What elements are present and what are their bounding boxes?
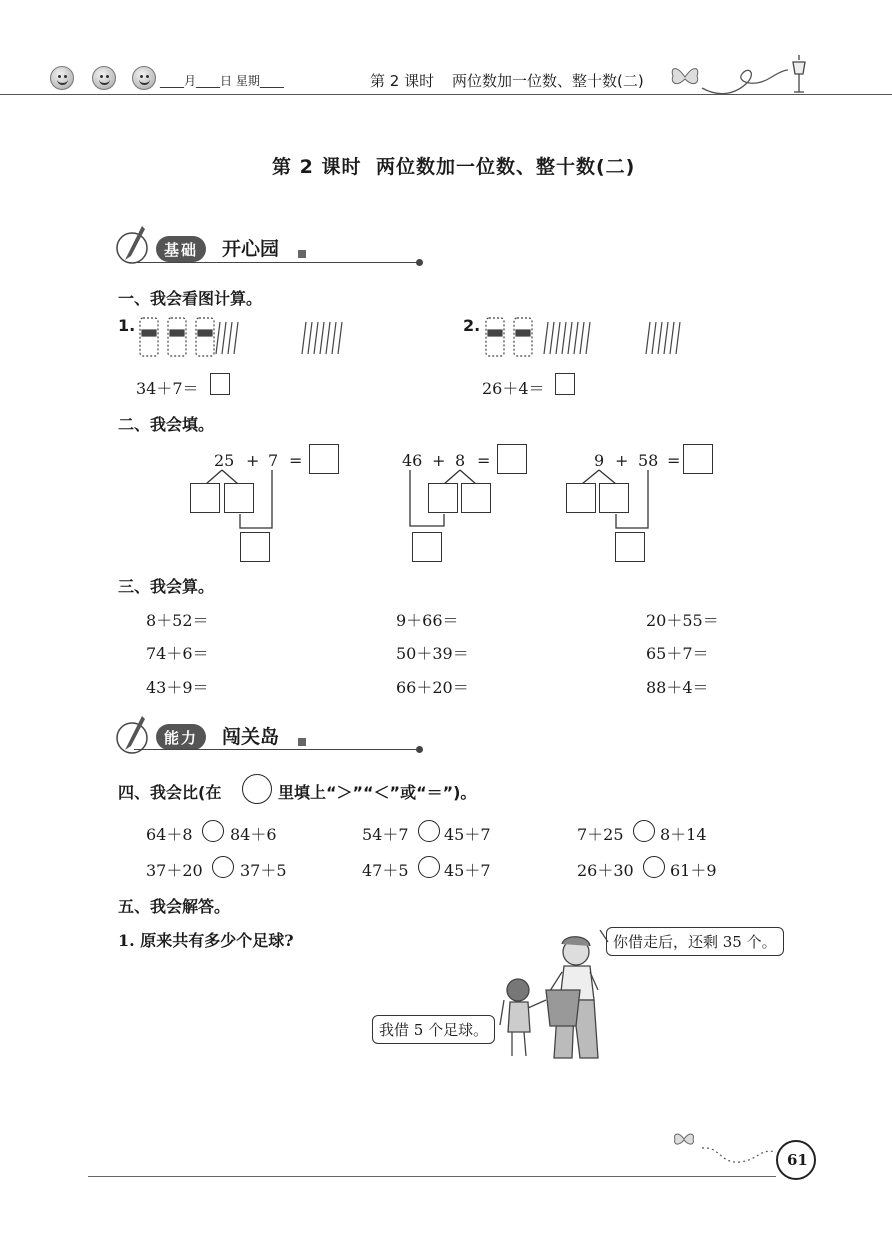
split-box-tens[interactable] — [566, 483, 596, 513]
q2-item1-a: 25 — [214, 451, 235, 470]
calc-item: 50＋39＝ — [396, 644, 469, 663]
calc-item: 20＋55＝ — [646, 611, 719, 630]
butterfly-icon — [672, 1130, 696, 1148]
swirl-decoration — [700, 64, 790, 98]
compare-circle[interactable] — [202, 820, 224, 842]
calc-item: 43＋9＝ — [146, 678, 209, 697]
split-box-ones[interactable] — [599, 483, 629, 513]
calc-item: 88＋4＝ — [646, 678, 709, 697]
compare-right: 37＋5 — [240, 861, 287, 880]
section-marker — [298, 738, 306, 746]
calc-item: 8＋52＝ — [146, 611, 209, 630]
speech-bubble-adult: 你借走后，还剩 35 个。 — [606, 927, 784, 956]
lamp-icon — [788, 54, 810, 94]
compare-right: 8＋14 — [660, 825, 707, 844]
compare-right: 61＋9 — [670, 861, 717, 880]
q2-item3-op: + — [615, 451, 629, 470]
q2-item3-b: 58 — [638, 451, 659, 470]
q4-heading-end: 里填上“＞”“＜”或“＝”)。 — [278, 783, 477, 802]
q2-item2-op: + — [432, 451, 446, 470]
partial-sum-box[interactable] — [240, 532, 270, 562]
section-marker — [298, 250, 306, 258]
calc-item: 65＋7＝ — [646, 644, 709, 663]
smiley-icon — [132, 66, 156, 90]
partial-sum-box[interactable] — [412, 532, 442, 562]
partial-sum-box[interactable] — [615, 532, 645, 562]
smiley-icon — [92, 66, 116, 90]
date-line: ____月____日 星期____ — [160, 74, 284, 88]
calc-item: 9＋66＝ — [396, 611, 459, 630]
compare-circle-sample — [242, 774, 272, 804]
compare-left: 37＋20 — [146, 861, 203, 880]
calc-item: 74＋6＝ — [146, 644, 209, 663]
q1-heading: 一、我会看图计算。 — [118, 289, 263, 308]
calc-item: 66＋20＝ — [396, 678, 469, 697]
page-number: 61 — [787, 1151, 808, 1169]
q4-heading-start: 四、我会比(在 — [118, 783, 222, 802]
section-rule-dot — [416, 746, 423, 753]
header-topic: 两位数加一位数、整十数(二) — [452, 72, 644, 90]
q2-item1-b: 7 — [268, 451, 279, 470]
compare-left: 26＋30 — [577, 861, 634, 880]
brush-icon — [114, 224, 150, 266]
q2-item1-op: + — [246, 451, 260, 470]
smiley-icon — [50, 66, 74, 90]
dotted-path-decoration — [700, 1142, 780, 1172]
q2-item2-b: 8 — [455, 451, 466, 470]
header-rule — [0, 94, 892, 95]
q2-item3-a: 9 — [594, 451, 605, 470]
section-ability-title: 闯关岛 — [222, 726, 280, 748]
compare-left: 64＋8 — [146, 825, 193, 844]
q1-item1-number: 1. — [118, 316, 136, 335]
section-ability-pill: 能力 — [156, 724, 206, 750]
compare-left: 54＋7 — [362, 825, 409, 844]
compare-left: 7＋25 — [577, 825, 624, 844]
answer-box[interactable] — [210, 373, 230, 395]
page-title-topic: 两位数加一位数、整十数(二) — [376, 156, 636, 178]
compare-circle[interactable] — [643, 856, 665, 878]
section-rule — [134, 262, 418, 263]
answer-box[interactable] — [309, 444, 339, 474]
compare-left: 47＋5 — [362, 861, 409, 880]
answer-box[interactable] — [497, 444, 527, 474]
compare-right: 45＋7 — [444, 825, 491, 844]
q1-item1-expression: 34＋7＝ — [136, 379, 199, 398]
section-basic-pill: 基础 — [156, 236, 206, 262]
stick-bundles-picture-1 — [136, 314, 366, 360]
stick-bundles-picture-2 — [482, 314, 692, 360]
compare-circle[interactable] — [418, 820, 440, 842]
butterfly-icon — [668, 62, 702, 92]
compare-right: 45＋7 — [444, 861, 491, 880]
q2-item3-eq: = — [667, 451, 681, 470]
split-box-ones[interactable] — [224, 483, 254, 513]
q5-heading: 五、我会解答。 — [118, 897, 231, 916]
q2-item2-eq: = — [477, 451, 491, 470]
answer-box[interactable] — [683, 444, 713, 474]
q2-item2-a: 46 — [402, 451, 423, 470]
speech-bubble-child: 我借 5 个足球。 — [372, 1015, 495, 1044]
footer-rule — [88, 1176, 776, 1177]
split-box-tens[interactable] — [428, 483, 458, 513]
q2-item1-eq: = — [289, 451, 303, 470]
answer-box[interactable] — [555, 373, 575, 395]
section-basic-title: 开心园 — [222, 238, 280, 260]
page-title-lesson: 第 2 课时 — [272, 156, 362, 178]
q3-heading: 三、我会算。 — [118, 577, 215, 596]
compare-circle[interactable] — [212, 856, 234, 878]
q1-item2-expression: 26＋4＝ — [482, 379, 545, 398]
header-lesson: 第 2 课时 — [370, 72, 435, 90]
section-rule — [134, 749, 418, 750]
q1-item2-number: 2. — [463, 316, 481, 335]
compare-right: 84＋6 — [230, 825, 277, 844]
compare-circle[interactable] — [418, 856, 440, 878]
split-box-tens[interactable] — [190, 483, 220, 513]
section-rule-dot — [416, 259, 423, 266]
q5-problem-text: 1. 原来共有多少个足球? — [118, 931, 294, 950]
adult-and-child-illustration — [490, 930, 620, 1070]
split-box-ones[interactable] — [461, 483, 491, 513]
q2-heading: 二、我会填。 — [118, 415, 215, 434]
compare-circle[interactable] — [633, 820, 655, 842]
